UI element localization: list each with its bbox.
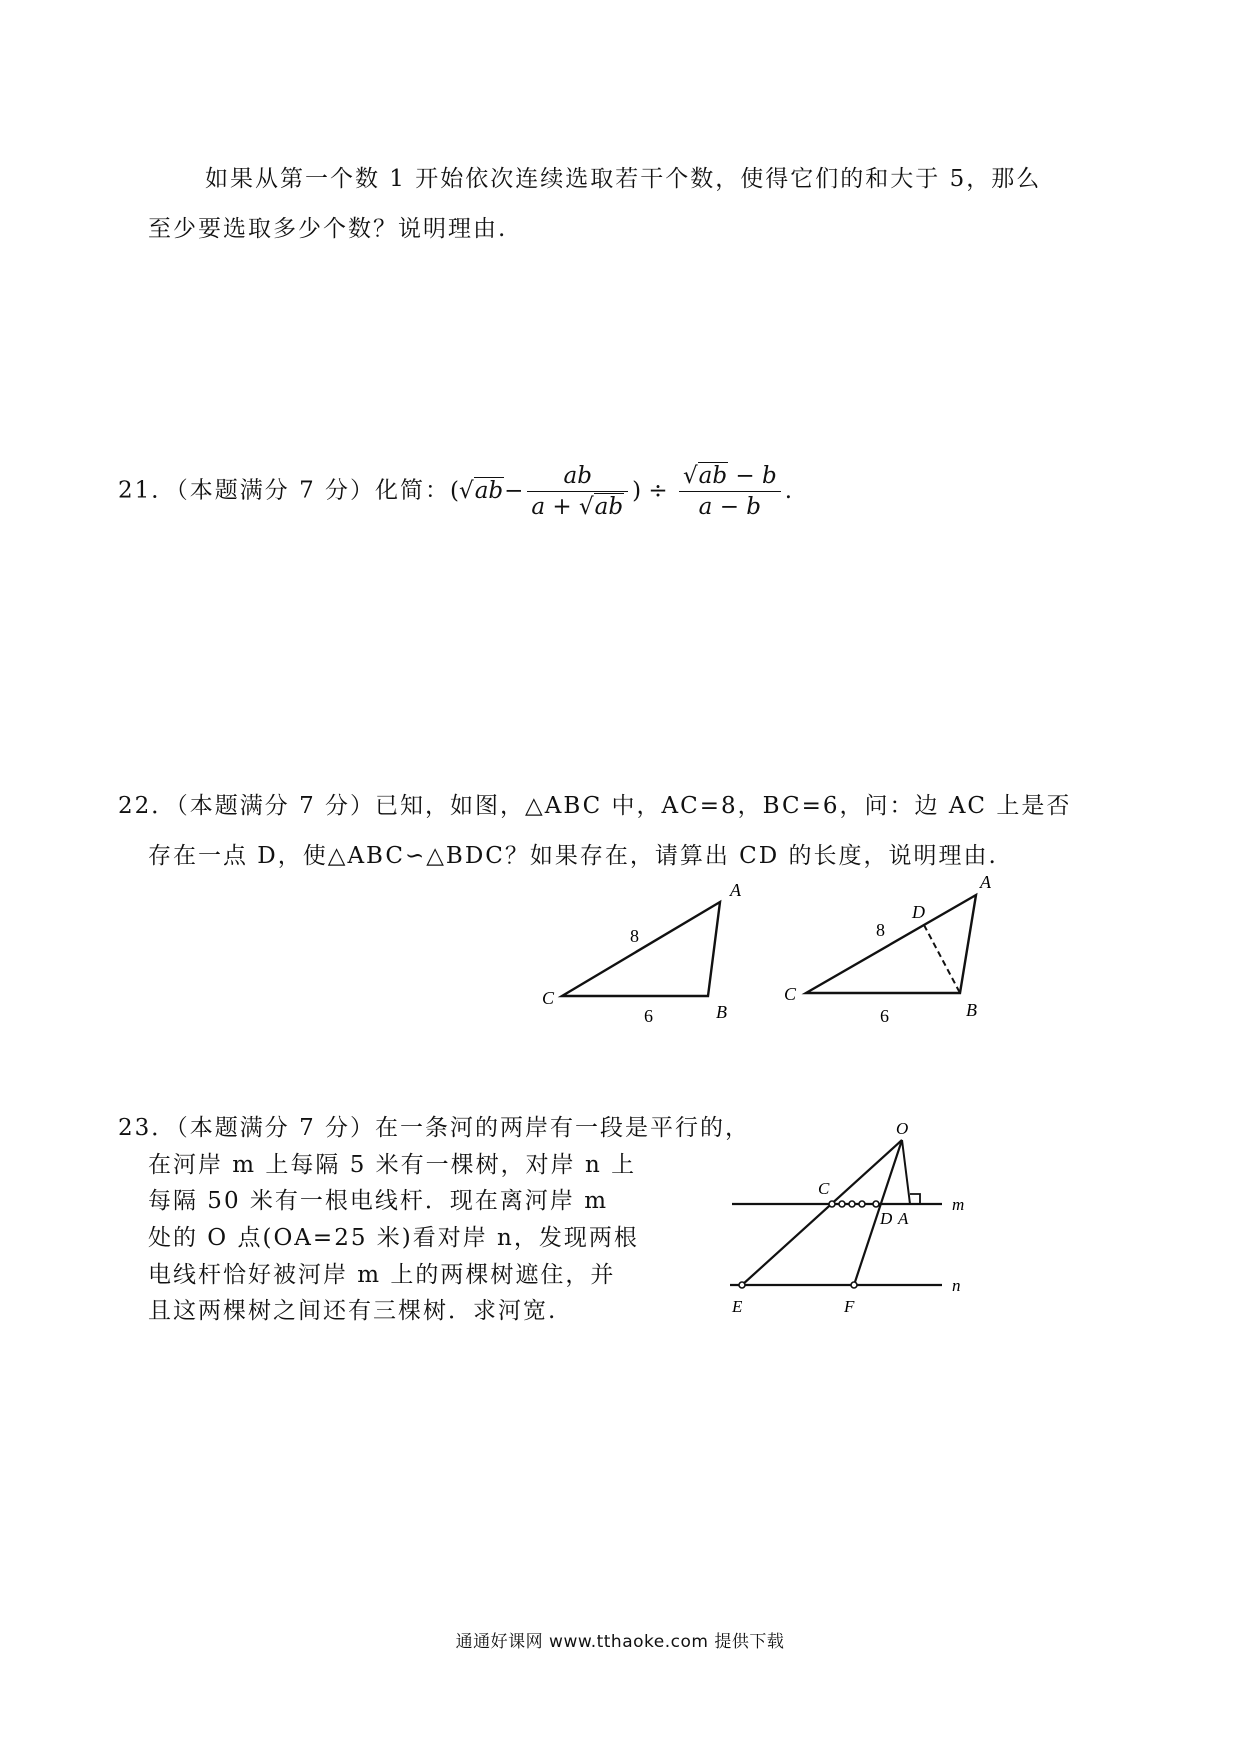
q21-expression: (√ab− $\frac{ab}{a + √ab}$ ) ÷ $\frac{√ab - b}{a - b}$ . — [450, 463, 793, 520]
q21-sqrt-ab: ab — [474, 477, 504, 504]
q21-frac1-den-sqrt: ab — [594, 494, 624, 520]
q22-fig2-label-c: C — [784, 984, 797, 1004]
q21-frac1-denominator: a + √ab — [531, 494, 624, 520]
q22-fig1-bc-length: 6 — [644, 1006, 653, 1026]
q23-line-2: 在河岸 m 上每隔 5 米有一棵树，对岸 n 上 — [148, 1152, 637, 1178]
q22-fig1-label-b: B — [716, 1002, 727, 1022]
q23-label-m: m — [952, 1195, 965, 1214]
q21-frac1-numerator: ab — [527, 463, 628, 492]
q21-frac2-num-rest: − b — [728, 463, 777, 489]
q21-fraction-1 — [527, 463, 628, 520]
q21-open-paren: ( — [450, 477, 460, 504]
q22-fig2-ac-length: 8 — [876, 920, 885, 940]
q21-prefix: （本题满分 7 分）化简： — [176, 477, 451, 504]
q21-frac1-den-a: a + — [531, 494, 580, 520]
q22-line-1: 22．（本题满分 7 分）已知，如图，△ABC 中，AC=8，BC=6，问：边 AC 上是否 — [118, 793, 1072, 819]
q23-tree — [849, 1201, 855, 1207]
q23-line-oa — [902, 1140, 910, 1204]
q23-label-a: A — [898, 1209, 909, 1228]
q22-figures — [520, 860, 1020, 1040]
page-footer: 通通好课网 www.tthaoke.com 提供下载 — [455, 1632, 785, 1652]
q23-label-d: D — [880, 1209, 893, 1228]
q23-tree — [859, 1201, 865, 1207]
q22-fig1-label-a: A — [730, 880, 741, 900]
q23-line-3: 每隔 50 米有一根电线杆．现在离河岸 m — [148, 1188, 609, 1214]
q21-number: 21． — [118, 477, 177, 504]
q23-tree — [839, 1201, 845, 1207]
q23-right-angle-mark — [910, 1194, 920, 1204]
q22-fig1-label-c: C — [542, 988, 555, 1008]
q22-fig2-label-b: B — [966, 1000, 977, 1020]
q21-frac2-denominator: a − b — [698, 494, 762, 520]
q20-line-1: 如果从第一个数 1 开始依次连续选取若干个数，使得它们的和大于 5，那么 — [205, 166, 1042, 192]
q20-line-2: 至少要选取多少个数？说明理由. — [148, 216, 508, 242]
q23-label-c: C — [818, 1179, 830, 1198]
q23-pole-f — [851, 1282, 857, 1288]
q22-fig1-triangle — [562, 902, 720, 996]
q21-minus: − — [504, 477, 524, 504]
q23-line-5: 电线杆恰好被河岸 m 上的两棵树遮住，并 — [148, 1262, 616, 1288]
q22-figure-2 — [784, 872, 992, 1026]
q21-close-divide: ) ÷ — [632, 477, 675, 504]
q23-line-1: 23．（本题满分 7 分）在一条河的两岸有一段是平行的， — [118, 1115, 751, 1141]
q22-fig1-ac-length: 8 — [630, 926, 639, 946]
q22-figure-1 — [542, 880, 742, 1026]
q23-label-n: n — [952, 1276, 961, 1295]
q23-figure — [720, 1120, 980, 1340]
q21-frac2-numerator: √ab − b — [679, 463, 781, 492]
q21-statement — [118, 463, 792, 520]
q23-line-6: 且这两棵树之间还有三棵树．求河宽. — [148, 1298, 558, 1324]
q22-fig2-label-d: D — [912, 902, 925, 922]
q22-fig2-triangle — [806, 895, 976, 993]
q21-frac2-num-sqrt: ab — [698, 463, 728, 489]
q22-fig2-bc-length: 6 — [880, 1006, 889, 1026]
q23-label-f: F — [844, 1297, 855, 1316]
q23-label-e: E — [732, 1297, 743, 1316]
q23-tree-c — [829, 1201, 835, 1207]
q23-label-o: O — [896, 1120, 909, 1138]
q23-pole-e — [739, 1282, 745, 1288]
q21-period: . — [784, 477, 793, 504]
q23-line-4: 处的 O 点(OA=25 米)看对岸 n，发现两根 — [148, 1225, 639, 1251]
q23-tree-d — [873, 1201, 879, 1207]
q22-fig2-dashed-bd — [924, 925, 960, 993]
q21-fraction-2 — [679, 463, 781, 520]
q22-line-2: 存在一点 D，使△ABC∽△BDC？如果存在，请算出 CD 的长度，说明理由. — [148, 843, 998, 869]
q22-fig2-label-a: A — [980, 872, 991, 892]
